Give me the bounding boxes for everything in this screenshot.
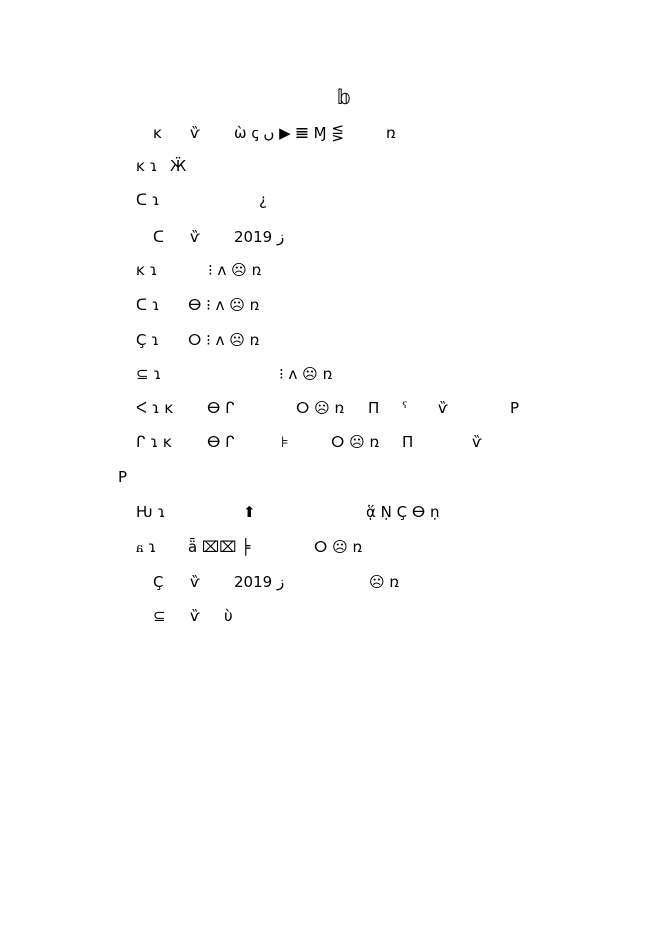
line-10-seg-4: ⵔ ☹ ռ (331, 433, 380, 451)
line-15-seg-1: ⊆ (153, 607, 166, 625)
line-14-seg-1: Ç (153, 573, 164, 591)
text-line-12 (0, 503, 440, 523)
text-line-5 (0, 261, 262, 281)
line-3-seg-1: ᑕ ɿ (136, 191, 160, 209)
line-12-seg-2: ⬆ (243, 503, 256, 521)
line-10-seg-1: ᒋ ɿ ĸ (136, 433, 172, 451)
line-10-seg-6: ѷ (472, 433, 482, 451)
line-9-seg-4: Π (368, 399, 380, 417)
line-12-seg-3: ᾅ Ṇ Ç ⴱ ṇ (366, 503, 440, 521)
line-8-seg-2: ⁝ ʌ ☹ ռ (279, 365, 333, 383)
text-line-13 (0, 538, 363, 558)
line-10-seg-2: ⴱ ᒋ (207, 433, 235, 451)
line-14-seg-4: ☹ ռ (369, 573, 400, 591)
line-13-seg-2: ǟ ⌧⌧ ╞ (188, 538, 251, 556)
line-4-seg-1: ᑕ (153, 228, 164, 246)
line-1-seg-3: ὼ ꞔ ں ▶ 𝌆 Ɱ ⋚ (234, 124, 344, 142)
text-line-7 (0, 331, 260, 351)
line-1-seg-2: ѷ (190, 124, 200, 142)
line-14-seg-2: ѷ (190, 573, 200, 591)
text-line-14 (0, 573, 400, 593)
text-line-4 (0, 228, 285, 248)
line-15-seg-2: ѷ (190, 607, 200, 625)
line-1-seg-4: ռ (386, 124, 396, 142)
line-9-seg-2: ⴱ ᒋ (207, 399, 235, 417)
text-line-1 (0, 124, 396, 144)
text-line-10 (0, 433, 482, 453)
line-8-seg-1: ⊆ ɿ (136, 365, 162, 383)
line-1-seg-1: ĸ (153, 124, 162, 142)
line-15-seg-3: ὺ (224, 607, 233, 625)
line-9-seg-7: P (510, 399, 520, 417)
line-5-seg-1: ĸ ɿ (136, 261, 158, 279)
text-line-15 (0, 607, 233, 627)
text-line-9 (0, 399, 520, 419)
line-9-seg-5: ˁ (402, 399, 408, 417)
text-line-6 (0, 296, 260, 316)
line-6-seg-2: ⴱ ⁝ ʌ ☹ ռ (188, 296, 260, 314)
line-6-seg-1: ᑕ ɿ (136, 296, 160, 314)
text-line-11 (0, 468, 128, 488)
line-4-seg-2: ѷ (190, 228, 200, 246)
line-14-seg-3: 2019 ﺯ (234, 573, 285, 591)
line-2-seg-1: ĸ ɿ (136, 157, 158, 175)
line-5-seg-2: ⁝ ʌ ☹ ռ (208, 261, 262, 279)
text-line-3 (0, 191, 267, 211)
line-10-seg-5: Π (402, 433, 414, 451)
line-7-seg-1: Ç ɿ (136, 331, 160, 349)
line-9-seg-1: ᐸ ɿ ĸ (136, 399, 174, 417)
line-4-seg-3: 2019 ﺯ (234, 228, 285, 246)
line-3-seg-2: ¿ (259, 191, 267, 209)
line-10-seg-3: ⊧ (281, 433, 289, 451)
line-12-seg-1: Ƕ ɿ (136, 503, 166, 521)
line-9-seg-6: ѷ (438, 399, 448, 417)
line-7-seg-2: ⵔ ⁝ ʌ ☹ ռ (188, 331, 260, 349)
line-13-seg-3: ⵔ ☹ ռ (314, 538, 363, 556)
line-11-seg-1: P (118, 468, 128, 486)
line-9-seg-3: ⵔ ☹ ռ (296, 399, 345, 417)
line-13-seg-1: ᏺ ɿ (136, 538, 157, 556)
text-line-2 (0, 157, 187, 177)
text-line-8 (0, 365, 333, 385)
document-title: 𝕓 (337, 85, 352, 109)
line-2-seg-2: Ӝ (170, 157, 187, 175)
